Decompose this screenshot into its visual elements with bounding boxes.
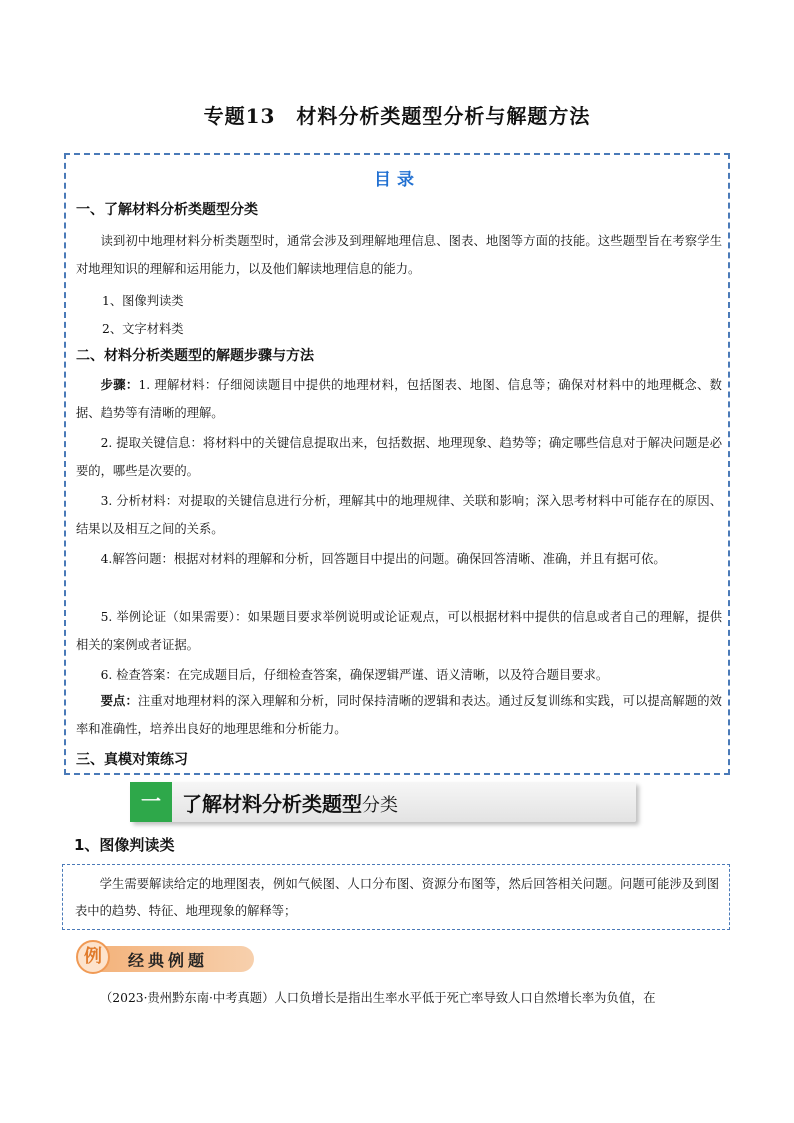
banner-title <box>182 788 398 817</box>
description-box <box>62 864 730 930</box>
toc-item-image-reading: 1、图像判读类 <box>102 294 184 308</box>
subsection-heading: 1、图像判读类 <box>74 836 175 854</box>
example-label: 经典例题 <box>128 951 209 970</box>
toc-section3-heading: 三、真模对策练习 <box>76 752 188 768</box>
example-icon: 例 <box>76 940 110 974</box>
example-source: （2023·贵州黔东南·中考真题） <box>100 991 275 1005</box>
toc-step2: 2. 提取关键信息：将材料中的关键信息提取出来，包括数据、地理现象、趋势等；确定哪些信息对于解决问题是必要的，哪些是次要的。 <box>76 436 722 478</box>
table-of-contents <box>64 153 730 775</box>
section-banner <box>130 782 636 822</box>
toc-step1 <box>76 371 722 427</box>
toc-key-points <box>76 687 722 743</box>
step1-text: 1. 理解材料：仔细阅读题目中提供的地理材料，包括图表、地图、信息等；确保对材料中的地理概念、数据、趋势等有清晰的理解。 <box>76 378 722 420</box>
page-title: 专题13 材料分析类题型分析与解题方法 <box>203 104 591 128</box>
toc-step6: 6. 检查答案：在完成题目后，仔细检查答案，确保逻辑严谨、语义清晰，以及符合题目要求。 <box>100 668 609 682</box>
example-text: 人口负增长是指出生率水平低于死亡率导致人口自然增长率为负值，在 <box>274 991 656 1005</box>
example-badge <box>76 940 256 974</box>
banner-number: 一 <box>130 782 172 822</box>
toc-section2-heading: 二、材料分析类题型的解题步骤与方法 <box>76 348 314 364</box>
key-text: 注重对地理材料的深入理解和分析，同时保持清晰的逻辑和表达。通过反复训练和实践，可以提高解题的效率和准确性，培养出良好的地理思维和分析能力。 <box>76 694 722 736</box>
example-question <box>100 988 730 1006</box>
steps-label: 步骤： <box>100 377 139 392</box>
banner-title-main: 了解材料分析类题型 <box>182 792 362 816</box>
toc-item-text-material: 2、文字材料类 <box>102 322 184 336</box>
toc-step4: 4.解答问题：根据对材料的理解和分析，回答题目中提出的问题。确保回答清晰、准确，并且有据可依。 <box>100 552 666 566</box>
toc-header: 目录 <box>374 170 420 190</box>
toc-step3: 3. 分析材料：对提取的关键信息进行分析，理解其中的地理规律、关联和影响；深入思考材料中可能存在的原因、结果以及相互之间的关系。 <box>76 494 722 536</box>
toc-section1-heading: 一、了解材料分析类题型分类 <box>76 202 258 218</box>
description-text: 学生需要解读给定的地理图表，例如气候图、人口分布图、资源分布图等，然后回答相关问题。问题可能涉及到图表中的趋势、特征、地理现象的解释等； <box>75 877 719 918</box>
toc-section1-intro: 读到初中地理材料分析类题型时，通常会涉及到理解地理信息、图表、地图等方面的技能。这些题型旨在考察学生对地理知识的理解和运用能力，以及他们解读地理信息的能力。 <box>76 234 722 276</box>
banner-title-suffix: 分类 <box>362 795 398 816</box>
toc-step5: 5. 举例论证（如果需要）：如果题目要求举例说明或论证观点，可以根据材料中提供的信息或者自己的理解，提供相关的案例或者证据。 <box>76 610 722 652</box>
key-label: 要点： <box>100 693 138 708</box>
